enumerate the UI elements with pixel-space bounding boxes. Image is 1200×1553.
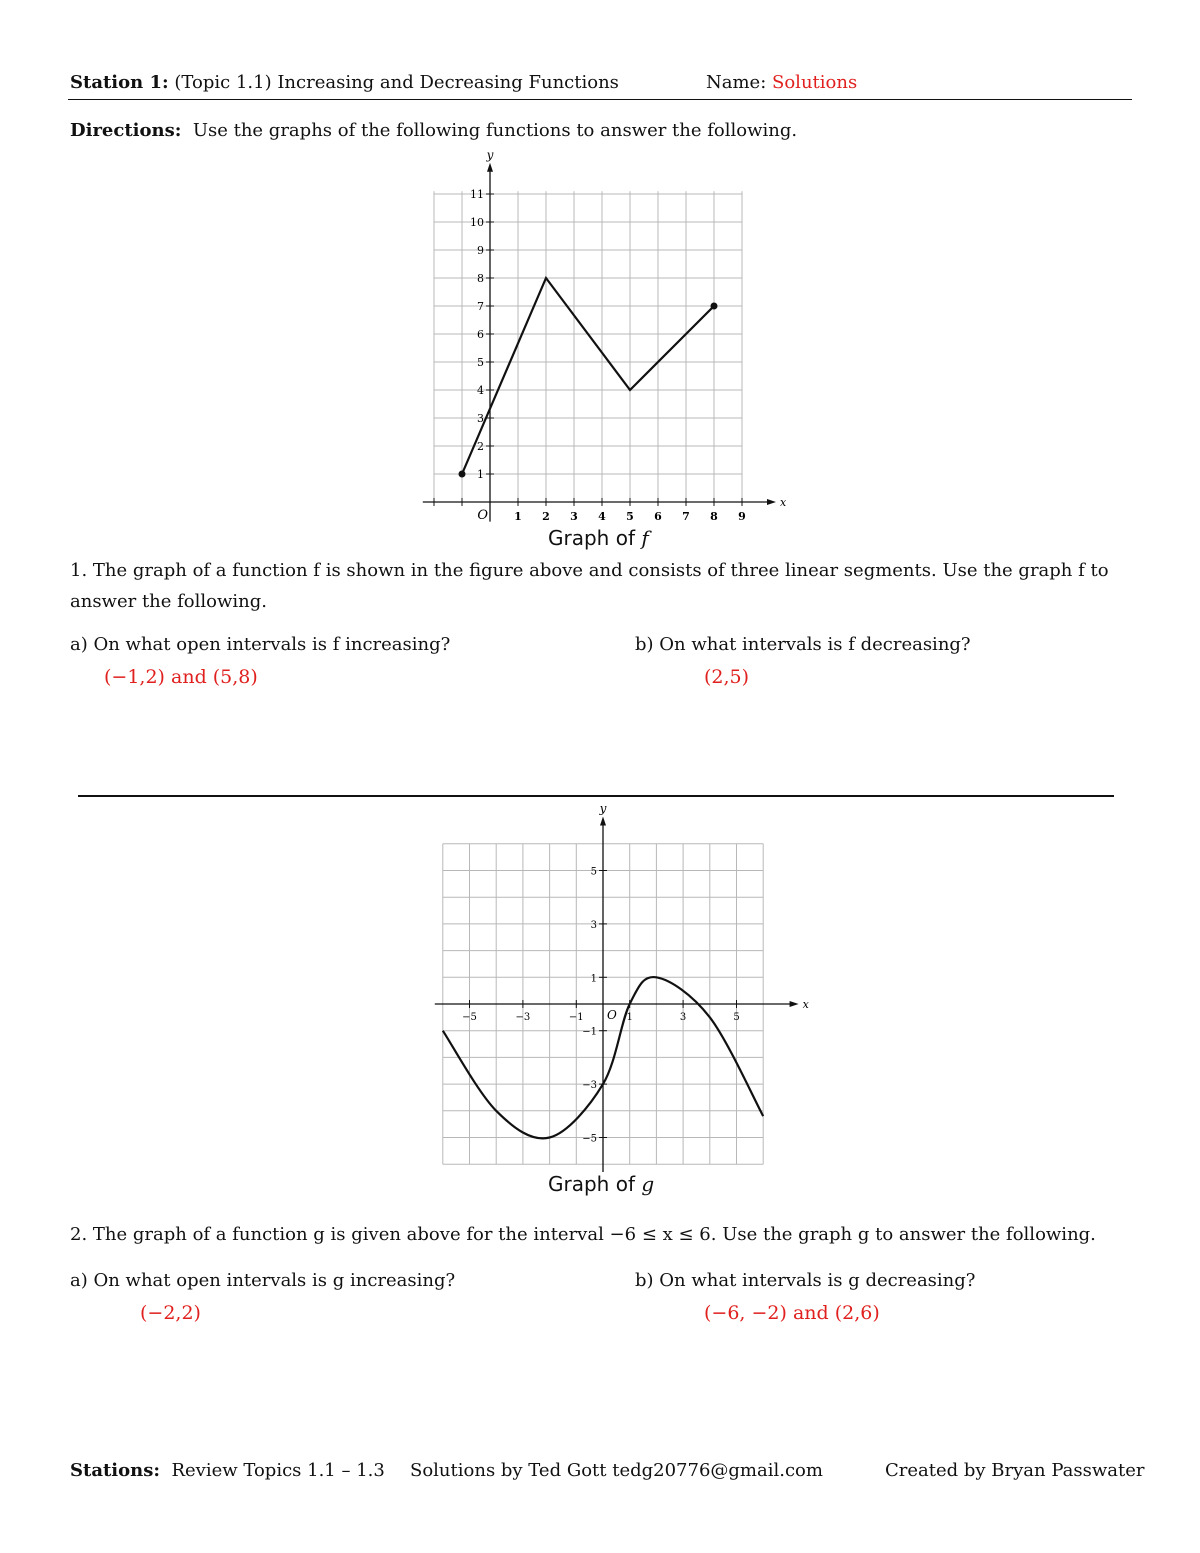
- graph-f-caption-prefix: Graph of: [548, 526, 635, 550]
- f-x-arrow: [767, 499, 776, 505]
- f-origin-label: O: [477, 508, 489, 523]
- f-y-tick-label: 2: [477, 440, 484, 453]
- f-x-axis-label: x: [780, 496, 787, 509]
- directions: [70, 120, 797, 141]
- topic-title: (Topic 1.1) Increasing and Decreasing Functions: [174, 72, 619, 93]
- f-y-tick-label: 10: [470, 216, 484, 229]
- f-end-point: [711, 303, 718, 310]
- q2-b-prompt: b) On what intervals is g decreasing?: [635, 1270, 976, 1291]
- footer-created: Created by Bryan Passwater: [885, 1460, 1145, 1481]
- f-y-tick-label: 4: [477, 384, 484, 397]
- f-y-tick-label: 7: [477, 300, 484, 313]
- g-origin-label: O: [607, 1008, 617, 1022]
- g-x-tick-label: −1: [568, 1012, 584, 1023]
- g-y-tick-label: −1: [582, 1026, 597, 1038]
- footer-review: Review Topics 1.1 – 1.3: [171, 1460, 385, 1481]
- graph-g-caption-var: g: [641, 1172, 655, 1196]
- q2-line1: 2. The graph of a function g is given above for the interval −6 ≤ x ≤ 6. Use the graph g to answer the following.: [70, 1224, 1096, 1245]
- f-y-tick-label: 1: [477, 468, 484, 481]
- f-y-tick-label: 9: [477, 244, 484, 257]
- name-label: Name:: [706, 72, 767, 93]
- f-x-tick-label: 4: [598, 510, 606, 523]
- graph-g-caption: [548, 1172, 654, 1196]
- header-rule: [68, 99, 1132, 100]
- q1-a-answer: (−1,2) and (5,8): [104, 666, 258, 688]
- f-tick-labels: [434, 150, 787, 523]
- q2-a-answer: (−2,2): [140, 1302, 201, 1324]
- f-series-line: [462, 278, 714, 474]
- station-label: Station 1:: [70, 72, 169, 93]
- f-x-tick-label: 1: [514, 510, 522, 523]
- g-y-tick-label: −3: [582, 1080, 597, 1092]
- g-y-tick-label: −5: [582, 1133, 597, 1145]
- g-tick-labels: [462, 801, 809, 1144]
- g-x-tick-label: 1: [626, 1012, 633, 1023]
- q1-a-prompt: a) On what open intervals is f increasing?: [70, 634, 451, 655]
- g-y-tick-label: 1: [590, 973, 597, 985]
- f-y-tick-label: 5: [477, 356, 484, 369]
- header-name: [706, 72, 857, 93]
- footer-stations: [70, 1460, 385, 1481]
- graph-g: [430, 800, 810, 1172]
- q1-line1: 1. The graph of a function f is shown in the figure above and consists of three linear segments. Use the graph f to: [70, 560, 1109, 581]
- footer-stations-label: Stations:: [70, 1460, 160, 1481]
- q1-line2: answer the following.: [70, 591, 267, 612]
- q2-b-answer: (−6, −2) and (2,6): [704, 1302, 880, 1324]
- g-x-arrow: [790, 1001, 799, 1007]
- graph-f-caption: [548, 526, 649, 550]
- f-x-tick-label: 9: [738, 510, 746, 523]
- directions-text: Use the graphs of the following functions to answer the following.: [192, 120, 798, 141]
- graph-f-caption-var: f: [641, 526, 649, 550]
- directions-label: Directions:: [70, 120, 182, 141]
- f-x-tick-label: 3: [570, 510, 578, 523]
- f-y-tick-label: 8: [477, 272, 484, 285]
- f-y-tick-label: 6: [477, 328, 484, 341]
- g-axes: [435, 816, 799, 1172]
- g-x-tick-label: −3: [515, 1012, 531, 1023]
- g-y-tick-label: 3: [590, 919, 597, 931]
- q2-a-prompt: a) On what open intervals is g increasing?: [70, 1270, 456, 1291]
- f-y-tick-label: 11: [470, 188, 484, 201]
- q1-b-answer: (2,5): [704, 666, 750, 688]
- name-value: Solutions: [772, 72, 858, 93]
- g-y-axis-label: y: [599, 801, 607, 816]
- header-station: [70, 72, 619, 93]
- graph-f: [420, 150, 790, 530]
- f-start-point: [459, 471, 466, 478]
- footer-solutions: Solutions by Ted Gott tedg20776@gmail.com: [410, 1460, 823, 1481]
- graph-g-caption-prefix: Graph of: [548, 1172, 635, 1196]
- f-x-tick-label: 2: [542, 510, 550, 523]
- f-x-tick-label: 7: [682, 510, 690, 523]
- q1-b-prompt: b) On what intervals is f decreasing?: [635, 634, 971, 655]
- f-y-tick-label: 3: [477, 412, 484, 425]
- g-x-axis-label: x: [802, 998, 809, 1011]
- f-y-arrow: [487, 163, 493, 172]
- g-x-tick-label: 5: [733, 1012, 740, 1023]
- f-grid: [434, 191, 742, 502]
- f-x-tick-label: 8: [710, 510, 718, 523]
- section-divider: [78, 795, 1114, 797]
- f-x-tick-label: 6: [654, 510, 662, 523]
- f-y-axis-label: y: [486, 150, 494, 162]
- g-x-tick-label: −5: [462, 1012, 477, 1023]
- g-y-arrow: [600, 816, 606, 825]
- g-x-tick-label: 3: [679, 1012, 687, 1023]
- g-y-tick-label: 5: [590, 866, 597, 878]
- f-x-tick-label: 5: [626, 510, 634, 523]
